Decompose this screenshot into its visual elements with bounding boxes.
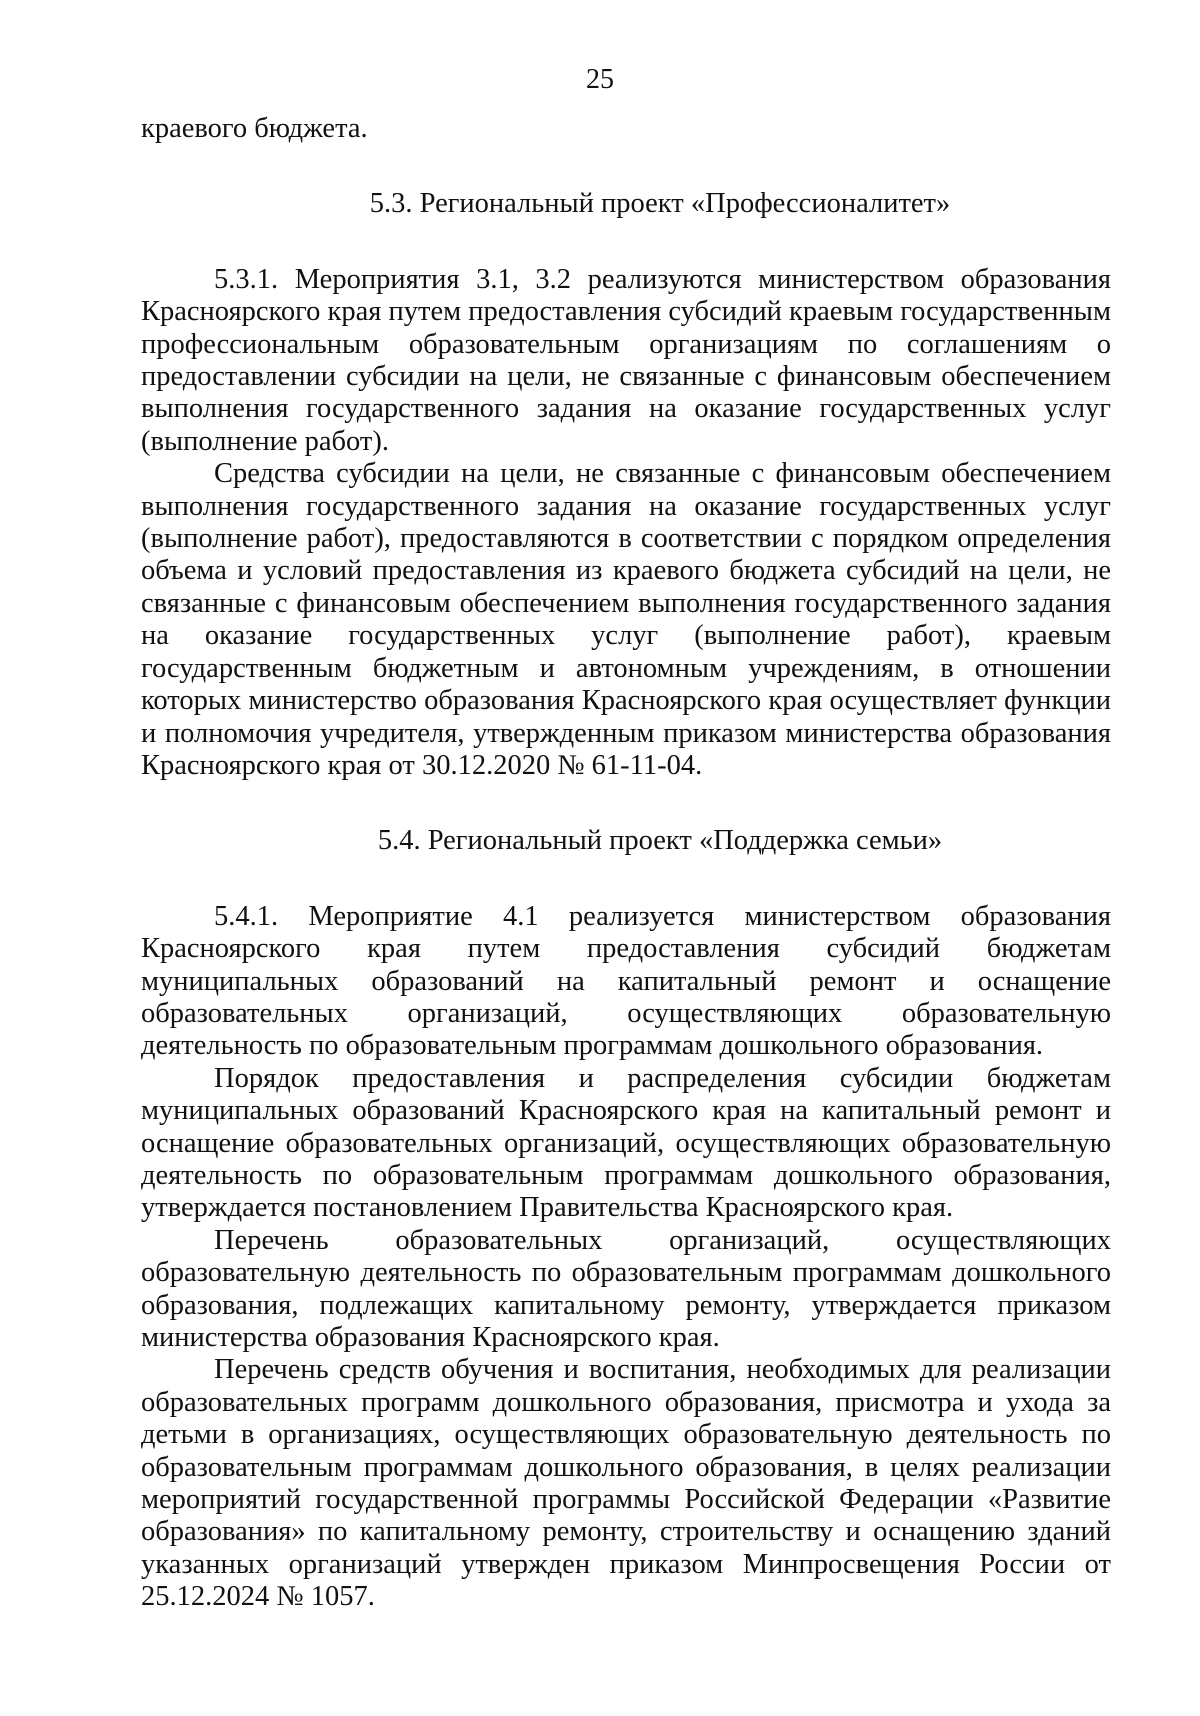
paragraph-5-4-1: 5.4.1. Мероприятие 4.1 реализуется министерством образования Красноярского края путем предоставления субсидий бюджетам муниципальных образований на капитальный ремонт и оснащение образовательных организаций, осуществляющих образовательную деятельность по образовательным программам дошкольного образования. bbox=[141, 900, 1111, 1062]
page-number: 25 bbox=[586, 64, 614, 95]
section-heading-5-4: 5.4. Региональный проект «Поддержка семьи» bbox=[377, 825, 943, 857]
paragraph-5-3-1: 5.3.1. Мероприятия 3.1, 3.2 реализуются министерством образования Красноярского края путем предоставления субсидий краевым государственным профессиональным образовательным организациям по соглашениям о предоставлении субсидии на цели, не связанные с финансовым обеспечением выполнения государственного задания на оказание государственных услуг (выполнение работ). bbox=[141, 263, 1111, 457]
paragraph-5-4-procedure: Порядок предоставления и распределения субсидии бюджетам муниципальных образований Красноярского края на капитальный ремонт и оснащение образовательных организаций, осуществляющих образовательную деятельность по образовательным программам дошкольного образования, утверждается постановлением Правительства Красноярского края. bbox=[141, 1062, 1111, 1224]
paragraph-5-4-organizations-list: Перечень образовательных организаций, осуществляющих образовательную деятельность по образовательным программам дошкольного образования, подлежащих капитальному ремонту, утверждается приказом министерства образования Красноярского края. bbox=[141, 1224, 1111, 1353]
paragraph-5-4-means-list: Перечень средств обучения и воспитания, необходимых для реализации образовательных программ дошкольного образования, присмотра и ухода за детьми в организациях, осуществляющих образовательную деятельность по образовательным программам дошкольного образования, в целях реализации мероприятий государственной программы Российской Федерации «Развитие образования» по капитальному ремонту, строительству и оснащению зданий указанных организаций утвержден приказом Минпросвещения России от 25.12.2024 № 1057. bbox=[141, 1354, 1111, 1613]
section-heading-5-3: 5.3. Региональный проект «Профессионалитет» bbox=[369, 188, 951, 220]
document-body bbox=[141, 113, 1111, 1614]
continuation-line: краевого бюджета. bbox=[141, 113, 368, 144]
paragraph-5-3-subsidy-funds: Средства субсидии на цели, не связанные с финансовым обеспечением выполнения государственного задания на оказание государственных услуг (выполнение работ), предоставляются в соответствии с порядком определения объема и условий предоставления из краевого бюджета субсидий на цели, не связанные с финансовым обеспечением выполнения государственного задания на оказание государственных услуг (выполнение работ), краевым государственным бюджетным и автономным учреждениям, в отношении которых министерство образования Красноярского края осуществляет функции и полномочия учредителя, утвержденным приказом министерства образования Красноярского края от 30.12.2020 № 61-11-04. bbox=[141, 458, 1111, 781]
